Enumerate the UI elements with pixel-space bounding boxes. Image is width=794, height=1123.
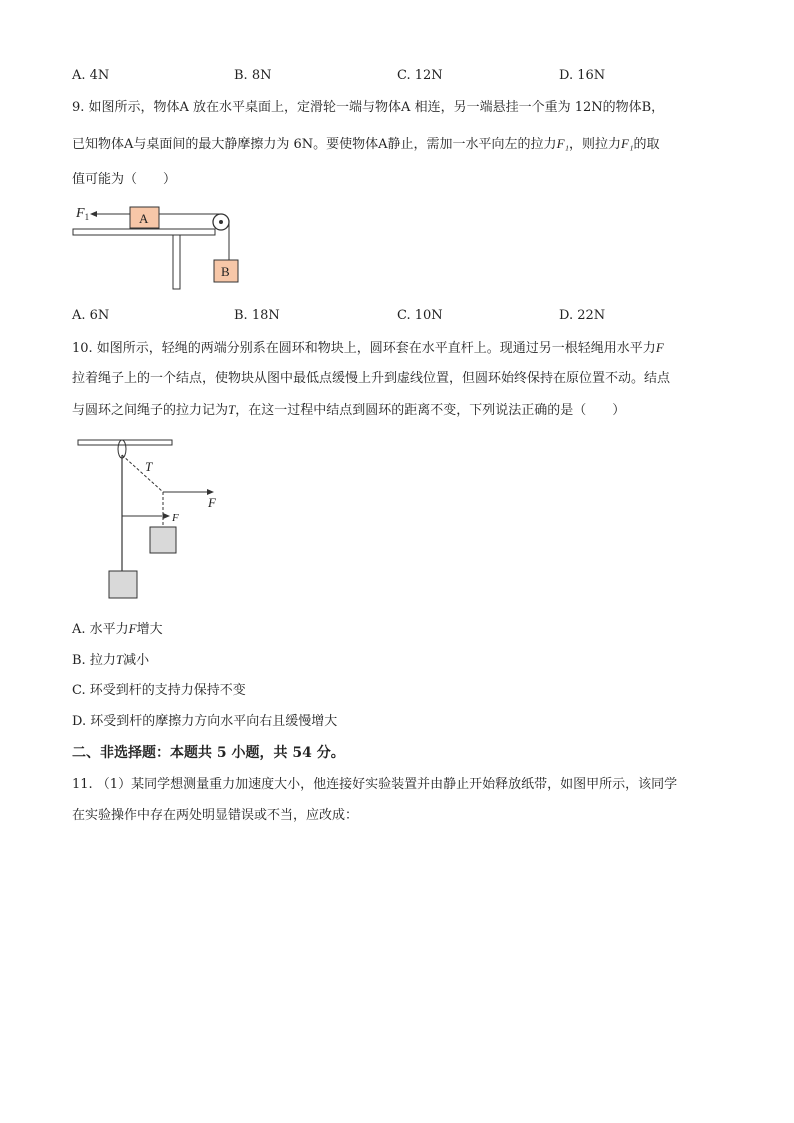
q9-option-c: C. 10N (397, 308, 443, 323)
q10-var-t: T (228, 402, 236, 417)
q10-stem-line2: 拉着绳子上的一个结点，使物块从图中最低点缓慢上升到虚线位置，但圆环始终保持在原位置不动。结点 (72, 371, 671, 386)
q10-stem-line3: 与圆环之间绳子的拉力记为T，在这一过程中结点到圆环的距离不变，下列说法正确的是（ ） (72, 402, 626, 418)
q11-stem-line2: 在实验操作中存在两处明显错误或不当，应改成： (72, 808, 359, 823)
q8-option-a: A. 4N (72, 68, 110, 83)
rope-dashed (122, 455, 163, 492)
label-f-lower: F (172, 512, 179, 524)
block-a-label: A (139, 211, 149, 226)
q10-var-f: F (655, 340, 664, 355)
label-f-upper: F (208, 495, 216, 510)
q8-option-c: C. 12N (397, 68, 443, 83)
force-f1-label: $F_1$ (76, 206, 90, 222)
section-heading: 二、非选择题：本题共 5 小题，共 54 分。 (72, 745, 345, 761)
block-upper (150, 527, 176, 553)
q9-option-d: D. 22N (559, 308, 606, 323)
q9-var-f1-repeat: F₁ (621, 136, 634, 151)
q9-stem-line2: 已知物体A与桌面间的最大静摩擦力为 6N。要使物体A静止，需加一水平向左的拉力F₁，则拉力F₁的取 (72, 136, 660, 152)
q10-stem-line1: 10. 如图所示，轻绳的两端分别系在圆环和物块上，圆环套在水平直杆上。现通过另一根轻绳用水平力F (72, 340, 664, 356)
q8-option-b: B. 8N (234, 68, 272, 83)
q9-option-a: A. 6N (72, 308, 110, 323)
q8-option-d: D. 16N (559, 68, 606, 83)
q9-stem-line1: 9. 如图所示，物体A 放在水平桌面上，定滑轮一端与物体A 相连，另一端悬挂一个重为 12N的物体B， (72, 100, 665, 115)
block-b-label: B (221, 264, 230, 279)
q9-var-f1: F₁ (556, 136, 570, 151)
q9-option-b: B. 18N (234, 308, 280, 323)
q10-option-a: A. 水平力F增大 (72, 621, 163, 637)
q10-option-d: D. 环受到杆的摩擦力方向水平向右且缓慢增大 (72, 714, 338, 729)
q11-stem-line1: 11. （1）某同学想测量重力加速度大小，他连接好实验装置并由静止开始释放纸带，如图甲所示，该同学 (72, 777, 678, 792)
q10-option-c: C. 环受到杆的支持力保持不变 (72, 683, 246, 698)
q9-stem-line3: 值可能为（ ） (72, 172, 177, 187)
label-t: T (145, 459, 153, 474)
q10-option-b: B. 拉力T减小 (72, 652, 150, 668)
block-lower (109, 571, 137, 598)
